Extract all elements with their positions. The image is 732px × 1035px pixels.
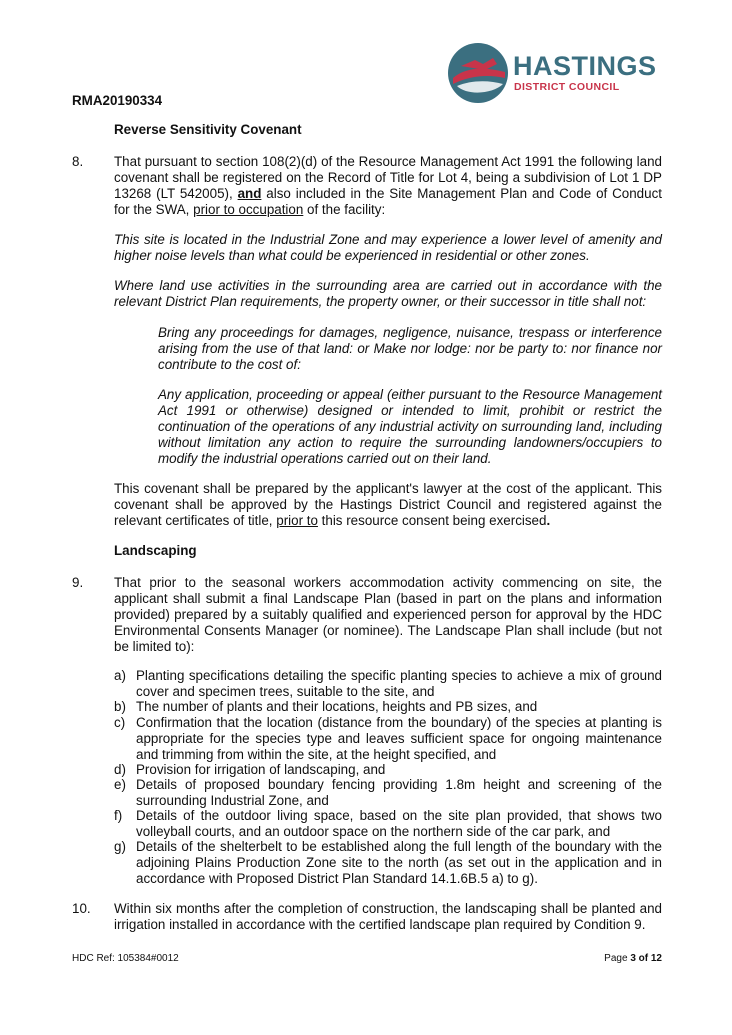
clause-8-paragraph: That pursuant to section 108(2)(d) of the Resource Management Act 1991 the following land covenant shall be registered on the Record of Title for Lot 4, being a subdivision of Lot 1 DP 13268 (LT 542005), and also included in the Site Management Plan and Code of Conduct for the SWA, prior to occupation of the facility: bbox=[114, 154, 662, 217]
clause-number-8: 8. bbox=[72, 154, 84, 169]
heading-reverse-sensitivity: Reverse Sensitivity Covenant bbox=[114, 122, 302, 137]
clause-number-9: 9. bbox=[72, 575, 84, 590]
prior-to: prior to bbox=[276, 513, 318, 528]
page-number: Page 3 of 12 bbox=[604, 953, 662, 964]
clause-9-paragraph: That prior to the seasonal workers accommodation activity commencing on site, the applicant shall submit a final Landscape Plan (based in part on the plans and information provided) prepared by a suitably qualified and experienced person for approval by the HDC Environmental Consents Manager (or nominee). The Landscape Plan shall include (but not be limited to): bbox=[114, 575, 662, 654]
covenant-preparation: This covenant shall be prepared by the applicant's lawyer at the cost of the applicant. This covenant shall be approved by the Hastings District Council and registered against the relevant certificates of title, prior to this resource consent being exercised. bbox=[114, 481, 662, 528]
footer-reference: HDC Ref: 105384#0012 bbox=[72, 953, 179, 964]
hastings-logo bbox=[447, 42, 659, 104]
covenant-industrial-zone: This site is located in the Industrial Zone and may experience a lower level of amenity and higher noise levels than what could be experienced in residential or other zones. bbox=[114, 232, 662, 263]
clause-number-10: 10. bbox=[72, 901, 91, 916]
document-reference: RMA20190334 bbox=[72, 93, 163, 108]
logo-title: HASTINGS bbox=[513, 51, 657, 81]
covenant-land-use: Where land use activities in the surrounding area are carried out in accordance with the relevant District Plan requirements, the property owner, or their successor in title shall not: bbox=[114, 278, 662, 309]
covenant-proceedings: Bring any proceedings for damages, negligence, nuisance, trespass or interference arising from the use of that land: or Make nor lodge: nor be party to: nor finance nor contribute to the cost of: bbox=[158, 325, 662, 372]
prior-to-occupation: prior to occupation bbox=[193, 202, 304, 217]
logo-subtitle: DISTRICT COUNCIL bbox=[514, 81, 620, 93]
clause-10-paragraph: Within six months after the completion of construction, the landscaping shall be planted and irrigation installed in accordance with the certified landscape plan required by Condition 9. bbox=[114, 901, 662, 932]
logo-emblem-icon bbox=[447, 42, 509, 104]
heading-landscaping: Landscaping bbox=[114, 543, 197, 558]
covenant-application: Any application, proceeding or appeal (either pursuant to the Resource Management Act 1991 or otherwise) designed or intended to limit, prohibit or restrict the continuation of the operations of any industrial activity on surrounding land, including without limitation any action to require the surrounding landowners/occupiers to modify the industrial operations carried out on their land. bbox=[158, 387, 662, 466]
and-emphasis: and bbox=[237, 186, 262, 201]
